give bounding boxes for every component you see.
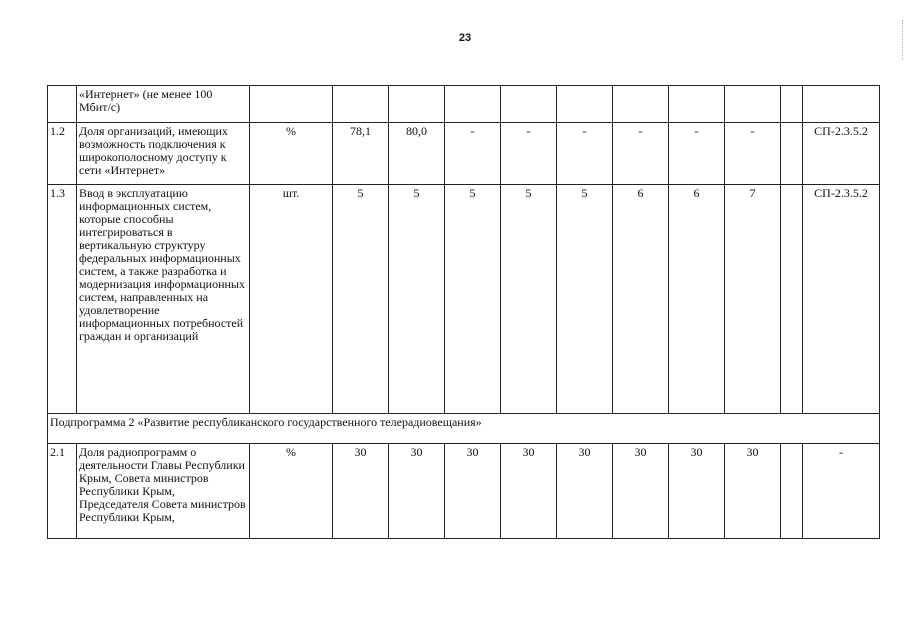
value-cell: 30 bbox=[613, 444, 669, 539]
table-body bbox=[48, 86, 880, 539]
value-cell: 5 bbox=[501, 185, 557, 414]
value-cell bbox=[669, 86, 725, 123]
value-cell: 6 bbox=[613, 185, 669, 414]
value-cell: 5 bbox=[557, 185, 613, 414]
value-cell bbox=[557, 86, 613, 123]
table-row bbox=[48, 123, 880, 185]
row-number: 1.3 bbox=[48, 185, 77, 414]
value-cell bbox=[781, 86, 803, 123]
value-cell: 5 bbox=[389, 185, 445, 414]
table-row bbox=[48, 444, 880, 539]
indicator-description: «Интернет» (не менее 100 Мбит/с) bbox=[77, 86, 250, 123]
value-cell: 30 bbox=[389, 444, 445, 539]
indicators-table bbox=[47, 85, 880, 539]
value-cell: 30 bbox=[669, 444, 725, 539]
unit-cell: % bbox=[250, 123, 333, 185]
row-number bbox=[48, 86, 77, 123]
unit-cell bbox=[250, 86, 333, 123]
row-number: 1.2 bbox=[48, 123, 77, 185]
value-cell bbox=[781, 185, 803, 414]
row-number: 2.1 bbox=[48, 444, 77, 539]
unit-cell: % bbox=[250, 444, 333, 539]
table-row bbox=[48, 86, 880, 123]
value-cell: - bbox=[613, 123, 669, 185]
source-cell bbox=[803, 86, 880, 123]
value-cell: - bbox=[501, 123, 557, 185]
value-cell: 30 bbox=[557, 444, 613, 539]
value-cell: - bbox=[725, 123, 781, 185]
value-cell: 7 bbox=[725, 185, 781, 414]
indicator-description: Доля радиопрограмм о деятельности Главы Республики Крым, Совета министров Республики Крым, Председателя Совета министров Республики Крым, bbox=[77, 444, 250, 539]
value-cell: 5 bbox=[333, 185, 389, 414]
source-cell: СП-2.3.5.2 bbox=[803, 123, 880, 185]
value-cell: 30 bbox=[501, 444, 557, 539]
table-row bbox=[48, 185, 880, 414]
value-cell bbox=[613, 86, 669, 123]
value-cell bbox=[781, 123, 803, 185]
value-cell: 5 bbox=[445, 185, 501, 414]
value-cell: - bbox=[669, 123, 725, 185]
source-cell: - bbox=[803, 444, 880, 539]
value-cell: 30 bbox=[725, 444, 781, 539]
subprogram-title: Подпрограмма 2 «Развитие республиканского государственного телерадиовещания» bbox=[48, 414, 880, 444]
page-number: 23 bbox=[458, 32, 472, 44]
value-cell: 6 bbox=[669, 185, 725, 414]
scan-edge-mark bbox=[899, 20, 903, 60]
value-cell: - bbox=[445, 123, 501, 185]
value-cell: - bbox=[557, 123, 613, 185]
value-cell: 30 bbox=[445, 444, 501, 539]
value-cell bbox=[781, 444, 803, 539]
unit-cell: шт. bbox=[250, 185, 333, 414]
subprogram-row bbox=[48, 414, 880, 444]
value-cell: 80,0 bbox=[389, 123, 445, 185]
indicator-description: Ввод в эксплуатацию информационных систем, которые способны интегрироваться в вертикальную структуру федеральных информационных систем, а также разработка и модернизация информационных систем, направленных на удовлетворение информационных потребностей граждан и организаций bbox=[77, 185, 250, 414]
indicator-description: Доля организаций, имеющих возможность подключения к широкополосному доступу к сети «Интернет» bbox=[77, 123, 250, 185]
value-cell bbox=[389, 86, 445, 123]
value-cell bbox=[333, 86, 389, 123]
value-cell: 30 bbox=[333, 444, 389, 539]
value-cell: 78,1 bbox=[333, 123, 389, 185]
value-cell bbox=[501, 86, 557, 123]
value-cell bbox=[725, 86, 781, 123]
value-cell bbox=[445, 86, 501, 123]
source-cell: СП-2.3.5.2 bbox=[803, 185, 880, 414]
